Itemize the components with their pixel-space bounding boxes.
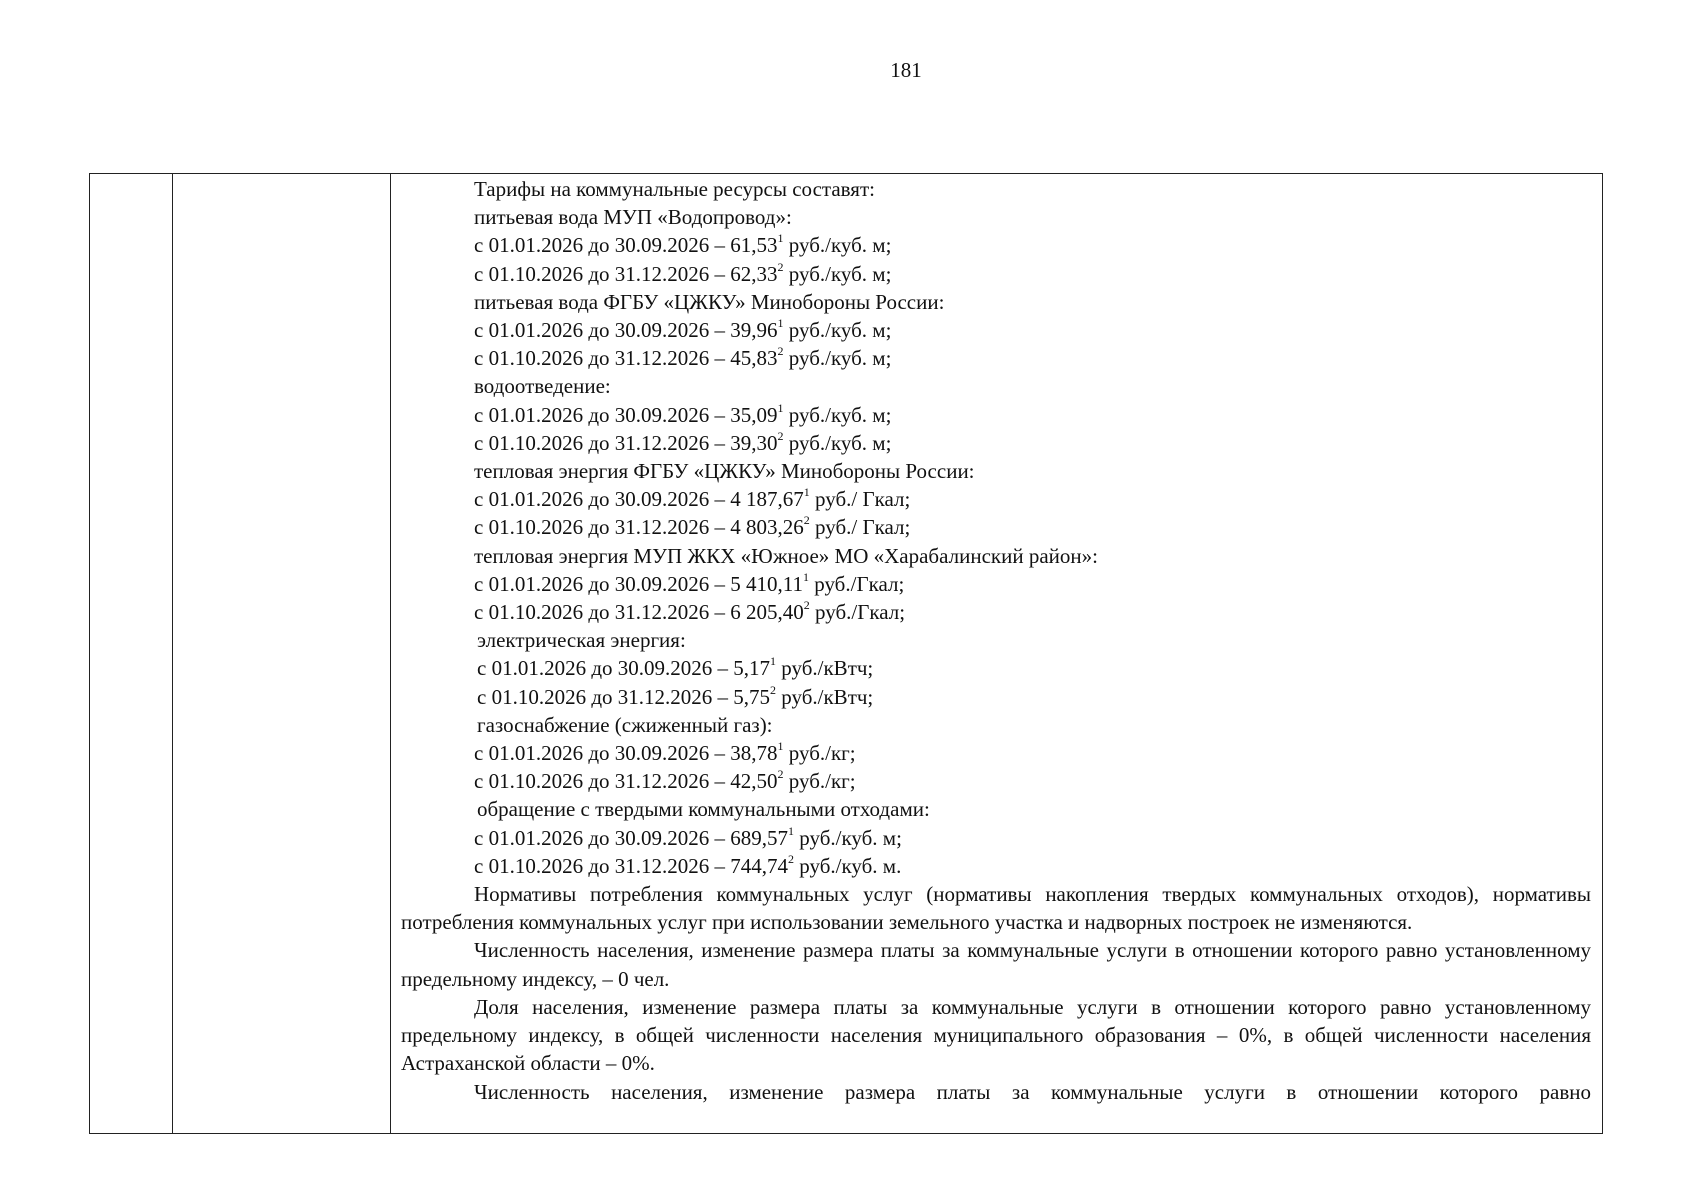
body-paragraph: Нормативы потребления коммунальных услуг (нормативы накопления твердых коммунальных отходов), нормативы потребления коммунальных услуг при использовании земельного участка и надворных построек не изменяются.	[401, 882, 1591, 935]
tariff-line	[401, 260, 1591, 288]
tariffs-intro: Тарифы на коммунальные ресурсы составят:	[474, 177, 875, 201]
tariff-group-heading: электрическая энергия:	[477, 628, 686, 653]
footnote-marker: 1	[770, 654, 777, 669]
tariff-group-heading: обращение с твердыми коммунальными отходами:	[477, 797, 930, 822]
body-paragraph: Численность населения, изменение размера платы за коммунальные услуги в отношении которого равно установленному предельному индексу, – 0 чел.	[401, 938, 1591, 991]
tariff-group-heading: водоотведение:	[474, 374, 611, 399]
tariff-group-heading: тепловая энергия МУП ЖКХ «Южное» МО «Харабалинский район»:	[474, 543, 1098, 568]
body-paragraph: Доля населения, изменение размера платы за коммунальные услуги в отношении которого равно установленному предельному индексу, в общей численности населения муниципального образования – 0%, в общей численности населения Астраханской области – 0%.	[401, 994, 1591, 1076]
tariff-unit: руб./Гкал;	[808, 571, 905, 596]
tariff-unit: руб./куб. м;	[783, 233, 892, 258]
tariff-period-value: с 01.10.2026 до 31.12.2026 – 39,30	[474, 430, 778, 455]
tariff-period-value: с 01.10.2026 до 31.12.2026 – 4 803,26	[474, 515, 804, 540]
tariff-cell	[401, 175, 1591, 1106]
tariff-line	[401, 824, 1591, 852]
tariff-line	[401, 401, 1591, 429]
tariff-line	[401, 654, 1591, 682]
tariff-unit: руб./куб. м.	[794, 853, 902, 878]
tariff-line	[401, 598, 1591, 626]
page-number: 181	[890, 58, 922, 82]
footnote-marker: 1	[802, 569, 809, 584]
tariff-period-value: с 01.01.2026 до 30.09.2026 – 5,17	[477, 656, 771, 681]
tariff-line	[401, 231, 1591, 259]
tariff-period-value: с 01.10.2026 до 31.12.2026 – 744,74	[474, 853, 789, 878]
tariff-unit: руб./куб. м;	[794, 825, 902, 850]
tariff-unit: руб./куб. м;	[783, 346, 892, 371]
tariff-unit: руб./куб. м;	[783, 430, 892, 455]
footnote-marker: 1	[777, 400, 784, 415]
tariff-unit: руб./куб. м;	[783, 261, 892, 286]
tariff-period-value: с 01.10.2026 до 31.12.2026 – 42,50	[474, 769, 778, 794]
tariff-period-value: с 01.01.2026 до 30.09.2026 – 61,53	[474, 233, 778, 258]
footnote-marker: 1	[777, 231, 784, 246]
tariff-period-value: с 01.01.2026 до 30.09.2026 – 38,78	[474, 741, 778, 766]
body-paragraph: Численность населения, изменение размера платы за коммунальные услуги в отношении которого равно	[474, 1079, 1591, 1104]
tariff-unit: руб./куб. м;	[783, 318, 892, 343]
tariff-period-value: с 01.10.2026 до 31.12.2026 – 5,75	[477, 684, 771, 709]
tariff-unit: руб./Гкал;	[809, 600, 906, 625]
tariff-group-heading: питьевая вода МУП «Водопровод»:	[474, 205, 792, 230]
tariff-period-value: с 01.01.2026 до 30.09.2026 – 39,96	[474, 318, 778, 343]
footnote-marker: 2	[777, 344, 784, 359]
tariff-unit: руб./ Гкал;	[809, 487, 911, 512]
footnote-marker: 1	[777, 316, 784, 331]
tariff-unit: руб./ Гкал;	[809, 515, 911, 540]
tariff-line	[401, 485, 1591, 513]
tariff-group-heading: тепловая энергия ФГБУ «ЦЖКУ» Минобороны России:	[474, 459, 975, 484]
document-table	[89, 173, 1603, 1134]
column-divider-2	[390, 174, 391, 1133]
tariff-line	[401, 316, 1591, 344]
footnote-marker: 1	[777, 739, 784, 754]
tariff-period-value: с 01.10.2026 до 31.12.2026 – 62,33	[474, 261, 778, 286]
footnote-marker: 2	[770, 682, 777, 697]
tariff-period-value: с 01.10.2026 до 31.12.2026 – 6 205,40	[474, 600, 804, 625]
tariff-line	[401, 767, 1591, 795]
tariff-unit: руб./кВтч;	[776, 684, 874, 709]
column-divider-1	[172, 174, 173, 1133]
tariff-period-value: с 01.01.2026 до 30.09.2026 – 4 187,67	[474, 487, 804, 512]
tariff-period-value: с 01.10.2026 до 31.12.2026 – 45,83	[474, 346, 778, 371]
footnote-marker: 2	[803, 513, 810, 528]
footnote-marker: 2	[777, 428, 784, 443]
footnote-marker: 1	[788, 823, 795, 838]
tariff-unit: руб./куб. м;	[783, 402, 892, 427]
tariff-unit: руб./кг;	[783, 741, 856, 766]
tariff-period-value: с 01.01.2026 до 30.09.2026 – 35,09	[474, 402, 778, 427]
tariff-line	[401, 513, 1591, 541]
footnote-marker: 2	[777, 767, 784, 782]
footnote-marker: 2	[788, 851, 795, 866]
tariff-unit: руб./кВтч;	[776, 656, 874, 681]
tariff-unit: руб./кг;	[783, 769, 856, 794]
tariff-line	[401, 344, 1591, 372]
tariff-line	[401, 852, 1591, 880]
footnote-marker: 2	[777, 259, 784, 274]
paragraphs	[401, 880, 1591, 1106]
tariff-period-value: с 01.01.2026 до 30.09.2026 – 5 410,11	[474, 571, 803, 596]
tariff-line	[401, 683, 1591, 711]
tariff-period-value: с 01.01.2026 до 30.09.2026 – 689,57	[474, 825, 789, 850]
tariff-line	[401, 570, 1591, 598]
tariff-group-heading: питьевая вода ФГБУ «ЦЖКУ» Минобороны России:	[474, 289, 945, 314]
footnote-marker: 1	[803, 485, 810, 500]
tariff-groups	[401, 203, 1591, 880]
tariff-line	[401, 429, 1591, 457]
tariff-line	[401, 739, 1591, 767]
tariff-group-heading: газоснабжение (сжиженный газ):	[477, 712, 773, 737]
footnote-marker: 2	[803, 598, 810, 613]
